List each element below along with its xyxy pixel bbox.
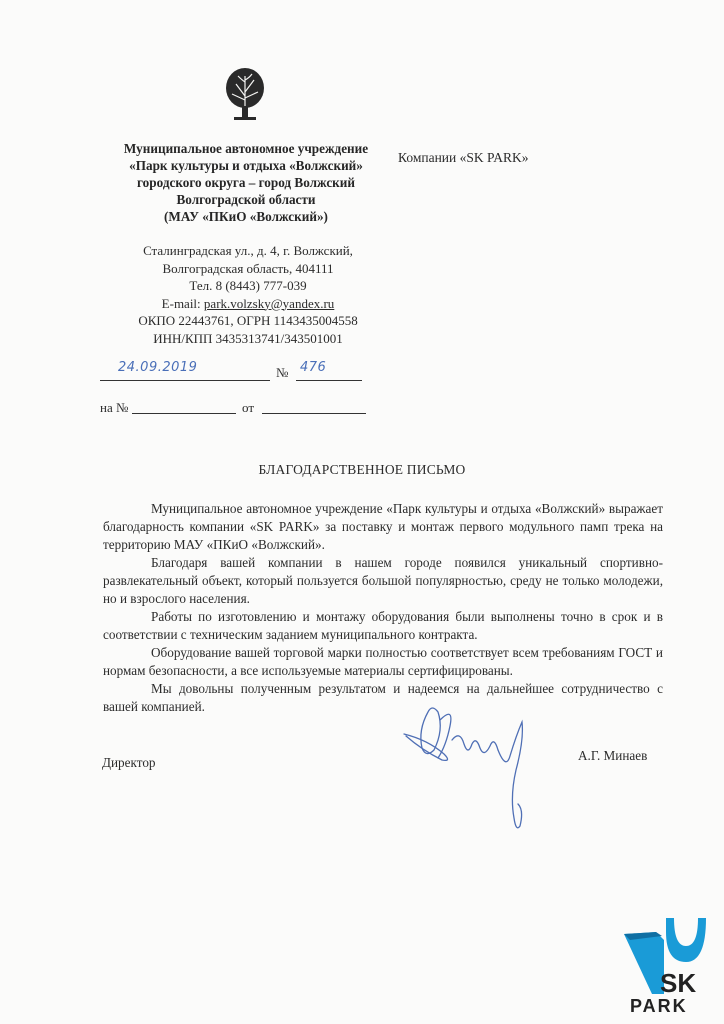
number-label: №: [276, 365, 289, 380]
org-line: Волгоградской области: [176, 192, 316, 207]
org-line: городского округа – город Волжский: [137, 175, 355, 190]
handwritten-signature-icon: [398, 700, 548, 850]
logo-sk-text: SK: [660, 968, 697, 998]
paragraph: Благодаря вашей компании в нашем городе появился уникальный спортивно-развлекательный объект, который пользуется большой популярностью, среду не только молодежи, но и взрослого населения.: [103, 555, 663, 606]
paragraph: Работы по изготовлению и монтажу оборудования были выполнены точно в срок и в соответствии с техническим заданием муниципального контракта.: [103, 609, 663, 642]
email-link[interactable]: park.volzsky@yandex.ru: [203, 295, 335, 311]
paragraph: Мы довольны полученным результатом и надеемся на дальнейшее сотрудничество с вашей компанией.: [103, 681, 663, 714]
paragraph: Оборудование вашей торговой марки полностью соответствует всем требованиям ГОСТ и нормам безопасности, а все используемые материалы сертифицированы.: [103, 645, 663, 678]
inn-kpp: ИНН/КПП 3435313741/343501001: [153, 330, 343, 346]
contact-block: [100, 242, 396, 347]
phone: Тел. 8 (8443) 777-039: [189, 278, 307, 293]
org-line: Муниципальное автономное учреждение: [123, 141, 369, 156]
okpo-ogrn: ОКПО 22443761, ОГРН 1143435004558: [138, 313, 358, 328]
number-field: [296, 362, 362, 381]
tree-emblem-icon: [222, 66, 268, 124]
letter-title: БЛАГОДАРСТВЕННОЕ ПИСЬМО: [258, 462, 466, 477]
reference-label: на №: [100, 400, 129, 415]
handwritten-number: 476: [300, 360, 327, 375]
address-line: Волгоградская область, 404111: [162, 260, 334, 276]
signer-name: А.Г. Минаев: [578, 748, 648, 763]
email-label: E-mail:: [161, 295, 204, 311]
addressee: Компании «SK PARK»: [398, 150, 529, 165]
signer-position: Директор: [102, 755, 156, 770]
logo-park-text: PARK: [630, 996, 688, 1016]
from-label: от: [242, 400, 255, 415]
reference-field: [132, 413, 236, 414]
letter-body: [103, 500, 663, 716]
handwritten-date: 24.09.2019: [118, 360, 198, 375]
date-field: [100, 362, 270, 381]
sk-park-logo-icon: [612, 912, 714, 1016]
org-line: «Парк культуры и отдыха «Волжский»: [129, 158, 363, 173]
email-line: [100, 295, 396, 313]
organization-name: [100, 140, 392, 225]
paragraph: Муниципальное автономное учреждение «Парк культуры и отдыха «Волжский» выражает благодарность компании «SK PARK» за поставку и монтаж первого модульного памп трека на территорию МАУ «ПКиО «Волжский».: [103, 501, 663, 552]
from-field: [262, 413, 366, 414]
address-line: Сталинградская ул., д. 4, г. Волжский,: [143, 243, 353, 258]
org-line: (МАУ «ПКиО «Волжский»): [164, 209, 328, 224]
